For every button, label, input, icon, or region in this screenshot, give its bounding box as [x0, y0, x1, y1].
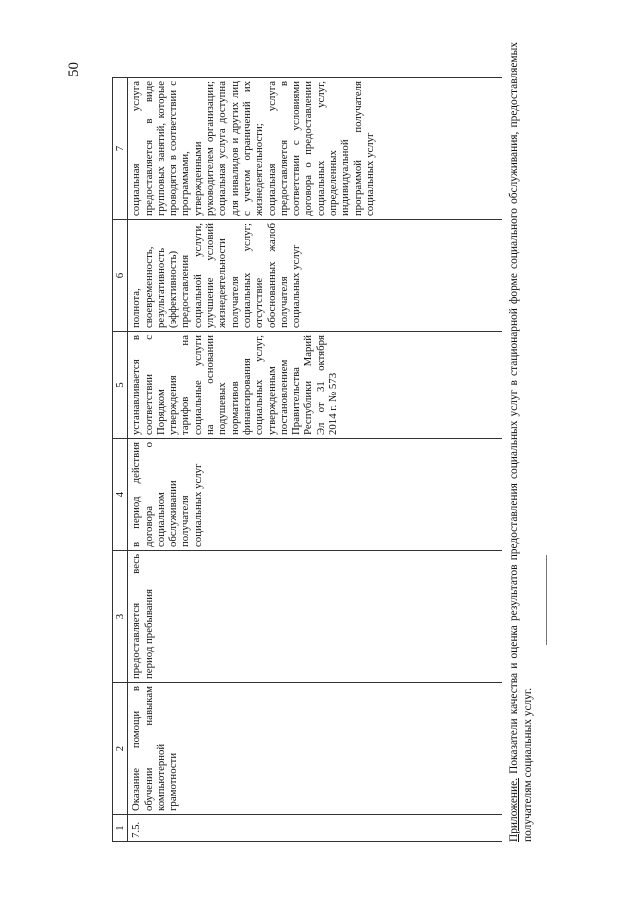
table-header-row — [113, 78, 128, 842]
service-volume: предоставляется весь период пребывания — [130, 554, 155, 679]
separator-line — [546, 555, 547, 645]
service-name: Оказание помощи в обучении навыкам компьютерной грамотности — [130, 686, 180, 811]
row-number-cell — [128, 815, 503, 842]
service-name-cell — [128, 683, 503, 815]
services-table — [112, 77, 502, 842]
row-number: 7.5. — [130, 821, 143, 838]
service-term-cell — [128, 439, 503, 551]
column-header: 3 — [113, 551, 128, 683]
footnote-marker: Приложение. — [508, 778, 520, 842]
column-header: 2 — [113, 683, 128, 815]
quality-indicators-cell — [128, 220, 503, 332]
footnote — [508, 42, 535, 842]
column-header: 1 — [113, 815, 128, 842]
service-term: в период действия договора о социальном обслуживании получателя социальных услуг — [130, 442, 204, 547]
column-header: 5 — [113, 332, 128, 439]
service-conditions-cell — [128, 78, 503, 220]
service-conditions: социальная услуга предоставляется в виде групповых занятий, которые проводятся в соответствии с программами, утвержденными руководителем организации; социальная услуга доступна для инвалидов и других лиц с учетом ограничений их жизнедеятельности; социальная услуга предоставляется в соответствии с условиями договора о предоставлении социальных услуг, определенных индивидуальной программой получателя социальных услуг — [130, 81, 376, 216]
table-row — [128, 78, 503, 842]
column-header: 6 — [113, 220, 128, 332]
column-header: 4 — [113, 439, 128, 551]
service-tariff: устанавливается в соответствии с Порядком утверждения тарифов на социальные услуги на основании подушевых нормативов финансирования социальных услуг, утвержденным постановлением Правительства Республики Марий Эл от 31 октября 2014 г. № 573 — [130, 335, 340, 435]
service-tariff-cell — [128, 332, 503, 439]
column-header: 7 — [113, 78, 128, 220]
footnote-text: Показатели качества и оценка результатов предоставления социальных услуг в стационарной форме социального обслуживания, предоставляемых получателям социальных услуг. — [508, 42, 534, 842]
page-number: 50 — [66, 62, 82, 77]
quality-indicators: полнота, своевременность, результативность (эффективность) предоставления социальной услуги, улучшение условий жизнедеятельности получателя социальных услуг; отсутствие обоснованных жалоб получателя социальных услуг — [130, 223, 303, 328]
service-volume-cell — [128, 551, 503, 683]
